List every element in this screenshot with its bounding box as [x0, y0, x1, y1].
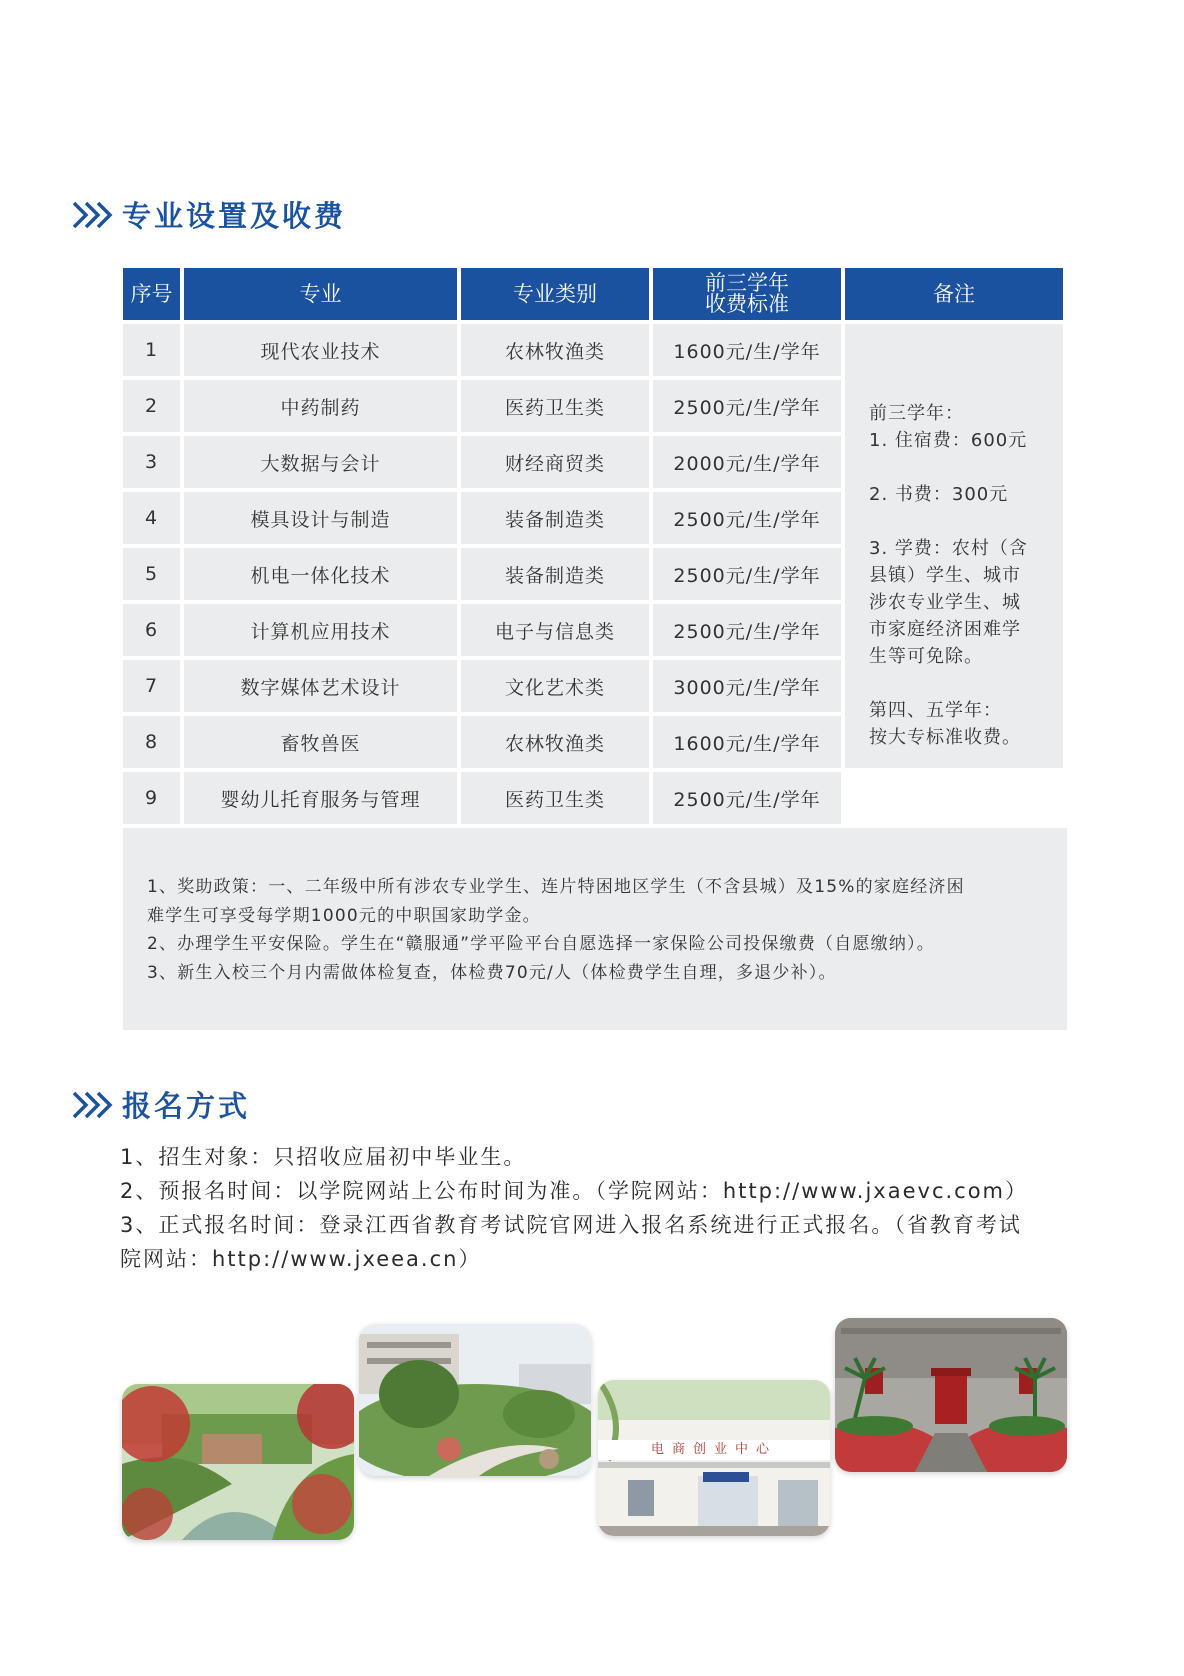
row-index: 2: [123, 380, 180, 432]
row-index: 3: [123, 436, 180, 488]
row-fee: 1600元/生/学年: [653, 324, 841, 376]
policy-line: 2、办理学生平安保险。学生在“赣服通”学平险平台自愿选择一家保险公司投保缴费（自愿缴纳）。: [147, 934, 935, 954]
row-major: 现代农业技术: [184, 324, 457, 376]
campus-photo-ecommerce-center: [598, 1380, 830, 1536]
row-category: 电子与信息类: [461, 604, 649, 656]
row-fee: 3000元/生/学年: [653, 660, 841, 712]
header-index: 序号: [123, 268, 180, 320]
registration-list: [120, 1140, 1080, 1276]
campus-photo-red-door-building: [835, 1318, 1067, 1472]
table-header-row: [123, 268, 1067, 320]
chevron-right-icon: [72, 1090, 114, 1120]
campus-photo-garden-stream: [122, 1384, 354, 1540]
policy-line: 1、奖助政策：一、二年级中所有涉农专业学生、连片特困地区学生（不含县城）及15%的家庭经济困: [147, 877, 965, 897]
row-fee: 2000元/生/学年: [653, 436, 841, 488]
fee-section-title: 专业设置及收费: [122, 199, 347, 233]
row-category: 医药卫生类: [461, 772, 649, 824]
row-fee: 2500元/生/学年: [653, 492, 841, 544]
row-fee: 2500元/生/学年: [653, 772, 841, 824]
row-category: 装备制造类: [461, 548, 649, 600]
row-category: 医药卫生类: [461, 380, 649, 432]
row-index: 5: [123, 548, 180, 600]
header-major: 专业: [184, 268, 457, 320]
fee-table: [123, 268, 1067, 828]
row-index: 7: [123, 660, 180, 712]
table-row: [123, 436, 845, 488]
row-major: 大数据与会计: [184, 436, 457, 488]
row-index: 4: [123, 492, 180, 544]
table-body: [123, 324, 845, 828]
fee-section-header: [72, 194, 346, 235]
building-sign: 电商创业中心: [650, 1442, 777, 1457]
row-major: 畜牧兽医: [184, 716, 457, 768]
table-row: [123, 380, 845, 432]
row-fee: 2500元/生/学年: [653, 604, 841, 656]
reg-section-header: [72, 1084, 250, 1125]
campus-photo-courtyard: [359, 1324, 591, 1476]
row-index: 8: [123, 716, 180, 768]
table-row: [123, 548, 845, 600]
row-fee: 2500元/生/学年: [653, 548, 841, 600]
row-category: 文化艺术类: [461, 660, 649, 712]
table-row: [123, 772, 845, 824]
chevron-right-icon: [72, 200, 114, 230]
row-index: 9: [123, 772, 180, 824]
table-row: [123, 492, 845, 544]
notes-cell: 前三学年： 1. 住宿费：600元 2. 书费：300元 3. 学费：农村（含 县镇）学生、城市 涉农专业学生、城 市家庭经济困难学 生等可免除。 第四、五学年： 按大专标准收费。: [845, 324, 1063, 768]
row-major: 模具设计与制造: [184, 492, 457, 544]
header-category: 专业类别: [461, 268, 649, 320]
row-major: 计算机应用技术: [184, 604, 457, 656]
registration-item: 2、预报名时间：以学院网站上公布时间为准。（学院网站：http://www.jxaevc.com）: [120, 1179, 1029, 1203]
reg-section-title: 报名方式: [122, 1089, 251, 1123]
header-notes: 备注: [845, 268, 1063, 320]
registration-item: 1、招生对象：只招收应届初中毕业生。: [120, 1145, 527, 1169]
table-row: [123, 716, 845, 768]
row-fee: 2500元/生/学年: [653, 380, 841, 432]
row-major: 数字媒体艺术设计: [184, 660, 457, 712]
table-row: [123, 324, 845, 376]
row-category: 财经商贸类: [461, 436, 649, 488]
row-category: 装备制造类: [461, 492, 649, 544]
policy-line: 3、新生入校三个月内需做体检复查，体检费70元/人（体检费学生自理，多退少补）。: [147, 962, 837, 983]
registration-item: 院网站：http://www.jxeea.cn）: [120, 1247, 482, 1271]
table-row: [123, 660, 845, 712]
row-major: 机电一体化技术: [184, 548, 457, 600]
row-fee: 1600元/生/学年: [653, 716, 841, 768]
row-category: 农林牧渔类: [461, 324, 649, 376]
row-major: 中药制药: [184, 380, 457, 432]
registration-item: 3、正式报名时间：登录江西省教育考试院官网进入报名系统进行正式报名。（省教育考试: [120, 1213, 1022, 1237]
policy-box: [123, 828, 1067, 1030]
row-major: 婴幼儿托育服务与管理: [184, 772, 457, 824]
policy-line: 难学生可享受每学期1000元的中职国家助学金。: [147, 905, 541, 926]
row-index: 6: [123, 604, 180, 656]
row-index: 1: [123, 324, 180, 376]
header-fee: 前三学年 收费标准: [653, 268, 841, 320]
row-category: 农林牧渔类: [461, 716, 649, 768]
table-row: [123, 604, 845, 656]
